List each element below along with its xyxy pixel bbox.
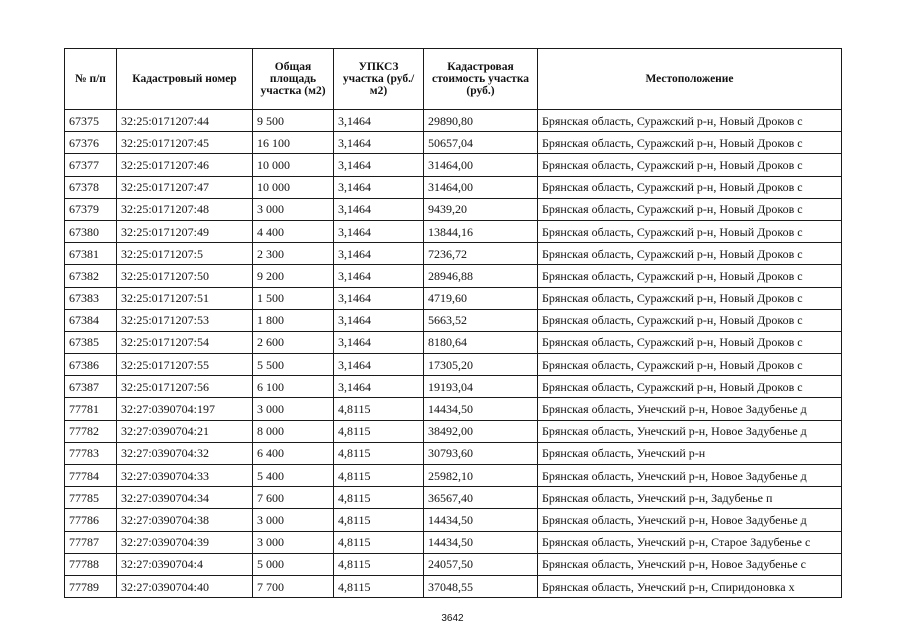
cell-index: 67385: [65, 331, 117, 353]
cell-upksz: 4,8115: [334, 575, 424, 597]
cell-location: Брянская область, Суражский р-н, Новый Дроков с: [538, 198, 842, 220]
cell-cadastral-value: 50657,04: [424, 132, 538, 154]
cell-cadastral-value: 31464,00: [424, 154, 538, 176]
cell-cadastral-value: 14434,50: [424, 398, 538, 420]
cell-cadastral-number: 32:25:0171207:46: [117, 154, 253, 176]
cell-location: Брянская область, Унечский р-н, Новое Задубенье д: [538, 465, 842, 487]
cell-upksz: 3,1464: [334, 243, 424, 265]
cell-location: Брянская область, Суражский р-н, Новый Дроков с: [538, 331, 842, 353]
cell-upksz: 3,1464: [334, 176, 424, 198]
cell-cadastral-number: 32:27:0390704:39: [117, 531, 253, 553]
cell-area: 4 400: [253, 220, 334, 242]
cell-location: Брянская область, Унечский р-н, Новое Задубенье д: [538, 420, 842, 442]
cell-location: Брянская область, Суражский р-н, Новый Дроков с: [538, 176, 842, 198]
table-row: [65, 220, 842, 242]
cell-area: 8 000: [253, 420, 334, 442]
cell-area: 2 300: [253, 243, 334, 265]
header-cell-index: № п/п: [65, 49, 117, 110]
cell-index: 67380: [65, 220, 117, 242]
cell-location: Брянская область, Унечский р-н: [538, 442, 842, 464]
cell-area: 10 000: [253, 176, 334, 198]
cell-area: 6 400: [253, 442, 334, 464]
cell-upksz: 4,8115: [334, 487, 424, 509]
table-header: [65, 49, 842, 110]
cell-location: Брянская область, Суражский р-н, Новый Дроков с: [538, 243, 842, 265]
table-row: [65, 531, 842, 553]
cell-location: Брянская область, Унечский р-н, Новое Задубенье д: [538, 509, 842, 531]
cell-upksz: 4,8115: [334, 465, 424, 487]
cell-cadastral-value: 30793,60: [424, 442, 538, 464]
cell-index: 77781: [65, 398, 117, 420]
cell-cadastral-number: 32:25:0171207:44: [117, 110, 253, 132]
cell-index: 77783: [65, 442, 117, 464]
cell-upksz: 4,8115: [334, 398, 424, 420]
cell-area: 1 500: [253, 287, 334, 309]
cell-location: Брянская область, Суражский р-н, Новый Дроков с: [538, 132, 842, 154]
cell-cadastral-number: 32:27:0390704:197: [117, 398, 253, 420]
table-row: [65, 331, 842, 353]
cell-cadastral-number: 32:25:0171207:56: [117, 376, 253, 398]
cell-cadastral-number: 32:27:0390704:34: [117, 487, 253, 509]
cell-area: 3 000: [253, 509, 334, 531]
cell-cadastral-number: 32:25:0171207:5: [117, 243, 253, 265]
cell-cadastral-value: 14434,50: [424, 531, 538, 553]
cell-cadastral-value: 28946,88: [424, 265, 538, 287]
cell-cadastral-value: 17305,20: [424, 354, 538, 376]
cell-location: Брянская область, Суражский р-н, Новый Дроков с: [538, 354, 842, 376]
cell-upksz: 3,1464: [334, 220, 424, 242]
cell-area: 5 400: [253, 465, 334, 487]
cell-index: 67386: [65, 354, 117, 376]
cell-cadastral-number: 32:25:0171207:45: [117, 132, 253, 154]
cell-index: 67378: [65, 176, 117, 198]
cell-index: 67384: [65, 309, 117, 331]
cell-location: Брянская область, Унечский р-н, Новое Задубенье с: [538, 553, 842, 575]
cell-index: 67387: [65, 376, 117, 398]
table-row: [65, 265, 842, 287]
cell-area: 3 000: [253, 198, 334, 220]
cell-index: 77785: [65, 487, 117, 509]
cell-upksz: 3,1464: [334, 354, 424, 376]
table-row: [65, 420, 842, 442]
cell-index: 67381: [65, 243, 117, 265]
header-cell-upksz: УПКСЗ участка (руб./м2): [334, 49, 424, 110]
header-row: [65, 49, 842, 110]
cell-location: Брянская область, Суражский р-н, Новый Дроков с: [538, 376, 842, 398]
table-row: [65, 398, 842, 420]
cell-area: 3 000: [253, 398, 334, 420]
cadastral-table: [64, 48, 842, 598]
cell-cadastral-number: 32:27:0390704:33: [117, 465, 253, 487]
cell-location: Брянская область, Унечский р-н, Старое Задубенье с: [538, 531, 842, 553]
cell-location: Брянская область, Суражский р-н, Новый Дроков с: [538, 154, 842, 176]
cell-location: Брянская область, Суражский р-н, Новый Дроков с: [538, 265, 842, 287]
table-row: [65, 243, 842, 265]
cell-location: Брянская область, Суражский р-н, Новый Дроков с: [538, 309, 842, 331]
cell-area: 5 500: [253, 354, 334, 376]
cell-location: Брянская область, Унечский р-н, Спиридоновка х: [538, 575, 842, 597]
header-cell-cadastral-number: Кадастровый номер: [117, 49, 253, 110]
cell-cadastral-number: 32:25:0171207:53: [117, 309, 253, 331]
cell-cadastral-value: 24057,50: [424, 553, 538, 575]
cell-cadastral-number: 32:25:0171207:51: [117, 287, 253, 309]
cell-cadastral-number: 32:27:0390704:32: [117, 442, 253, 464]
cell-upksz: 3,1464: [334, 287, 424, 309]
cell-area: 9 200: [253, 265, 334, 287]
table-body: [65, 110, 842, 598]
cell-upksz: 4,8115: [334, 442, 424, 464]
table-row: [65, 465, 842, 487]
page-number: 3642: [441, 613, 464, 624]
cell-cadastral-number: 32:25:0171207:48: [117, 198, 253, 220]
cell-location: Брянская область, Суражский р-н, Новый Дроков с: [538, 287, 842, 309]
table-row: [65, 354, 842, 376]
cell-cadastral-value: 37048,55: [424, 575, 538, 597]
cell-index: 67379: [65, 198, 117, 220]
cell-cadastral-value: 9439,20: [424, 198, 538, 220]
cell-area: 3 000: [253, 531, 334, 553]
cell-cadastral-value: 4719,60: [424, 287, 538, 309]
table-row: [65, 198, 842, 220]
cell-index: 67375: [65, 110, 117, 132]
table-row: [65, 287, 842, 309]
table-row: [65, 132, 842, 154]
table-row: [65, 509, 842, 531]
cell-index: 77789: [65, 575, 117, 597]
cell-index: 67382: [65, 265, 117, 287]
cell-cadastral-value: 14434,50: [424, 509, 538, 531]
cell-cadastral-number: 32:27:0390704:21: [117, 420, 253, 442]
cell-index: 67376: [65, 132, 117, 154]
cell-upksz: 3,1464: [334, 309, 424, 331]
table-row: [65, 176, 842, 198]
cell-area: 5 000: [253, 553, 334, 575]
cell-index: 77787: [65, 531, 117, 553]
table-row: [65, 376, 842, 398]
cell-cadastral-value: 38492,00: [424, 420, 538, 442]
cell-cadastral-value: 5663,52: [424, 309, 538, 331]
cell-upksz: 3,1464: [334, 331, 424, 353]
cell-cadastral-number: 32:25:0171207:54: [117, 331, 253, 353]
cell-upksz: 3,1464: [334, 265, 424, 287]
cell-cadastral-number: 32:25:0171207:50: [117, 265, 253, 287]
cell-index: 77788: [65, 553, 117, 575]
cell-index: 77786: [65, 509, 117, 531]
cell-location: Брянская область, Унечский р-н, Новое Задубенье д: [538, 398, 842, 420]
cell-index: 77782: [65, 420, 117, 442]
cell-upksz: 4,8115: [334, 553, 424, 575]
cell-upksz: 4,8115: [334, 420, 424, 442]
cell-cadastral-value: 29890,80: [424, 110, 538, 132]
cell-cadastral-value: 31464,00: [424, 176, 538, 198]
cell-cadastral-value: 36567,40: [424, 487, 538, 509]
header-cell-location: Местоположение: [538, 49, 842, 110]
cell-cadastral-number: 32:27:0390704:4: [117, 553, 253, 575]
cell-location: Брянская область, Суражский р-н, Новый Дроков с: [538, 220, 842, 242]
cell-cadastral-number: 32:25:0171207:47: [117, 176, 253, 198]
cell-cadastral-number: 32:25:0171207:55: [117, 354, 253, 376]
table-row: [65, 553, 842, 575]
header-cell-cadastral-value: Кадастровая стоимость участка (руб.): [424, 49, 538, 110]
table-row: [65, 487, 842, 509]
cell-area: 16 100: [253, 132, 334, 154]
cell-index: 67383: [65, 287, 117, 309]
cell-upksz: 3,1464: [334, 154, 424, 176]
cell-index: 67377: [65, 154, 117, 176]
table-row: [65, 442, 842, 464]
cell-cadastral-value: 19193,04: [424, 376, 538, 398]
cell-area: 7 700: [253, 575, 334, 597]
cell-area: 10 000: [253, 154, 334, 176]
table-row: [65, 309, 842, 331]
cell-location: Брянская область, Суражский р-н, Новый Дроков с: [538, 110, 842, 132]
cell-cadastral-number: 32:25:0171207:49: [117, 220, 253, 242]
table-row: [65, 154, 842, 176]
cell-cadastral-value: 8180,64: [424, 331, 538, 353]
cell-area: 1 800: [253, 309, 334, 331]
cell-area: 6 100: [253, 376, 334, 398]
cell-upksz: 4,8115: [334, 531, 424, 553]
table-row: [65, 110, 842, 132]
cell-area: 9 500: [253, 110, 334, 132]
cell-cadastral-value: 7236,72: [424, 243, 538, 265]
cell-upksz: 3,1464: [334, 132, 424, 154]
cell-area: 7 600: [253, 487, 334, 509]
cell-upksz: 4,8115: [334, 509, 424, 531]
cell-cadastral-value: 13844,16: [424, 220, 538, 242]
cell-upksz: 3,1464: [334, 198, 424, 220]
cell-cadastral-value: 25982,10: [424, 465, 538, 487]
cell-area: 2 600: [253, 331, 334, 353]
table-row: [65, 575, 842, 597]
cell-cadastral-number: 32:27:0390704:38: [117, 509, 253, 531]
cell-location: Брянская область, Унечский р-н, Задубенье п: [538, 487, 842, 509]
cell-index: 77784: [65, 465, 117, 487]
header-cell-area: Общая площадь участка (м2): [253, 49, 334, 110]
cell-cadastral-number: 32:27:0390704:40: [117, 575, 253, 597]
cell-upksz: 3,1464: [334, 376, 424, 398]
cell-upksz: 3,1464: [334, 110, 424, 132]
